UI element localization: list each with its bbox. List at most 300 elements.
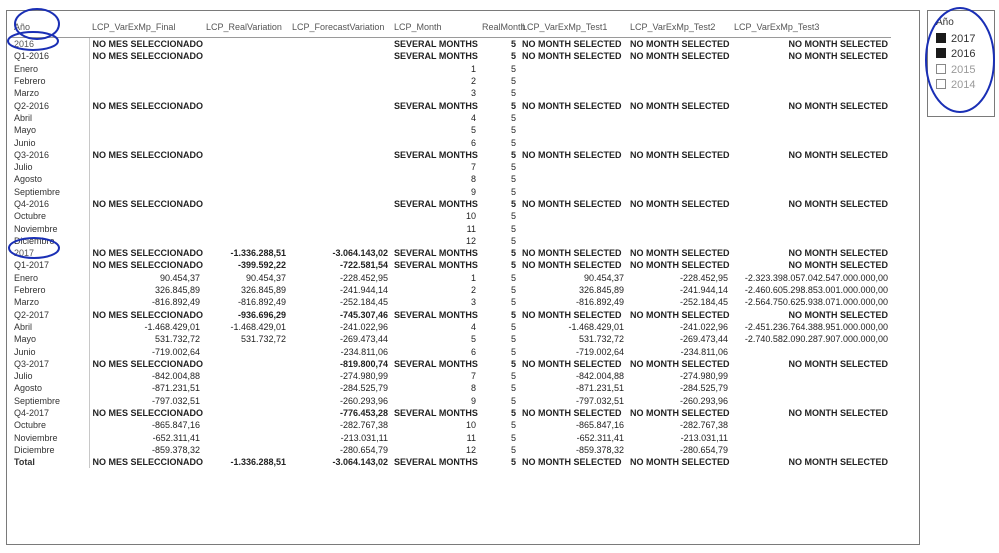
table-cell xyxy=(731,235,891,247)
table-row[interactable] xyxy=(11,432,891,444)
table-cell: 531.732,72 xyxy=(240,334,286,345)
table-cell xyxy=(289,99,391,111)
table-cell: 531.732,72 xyxy=(578,334,624,345)
row-header[interactable]: Febrero xyxy=(11,284,89,296)
table-cell: -859.378,32 xyxy=(151,444,200,455)
table-cell xyxy=(289,75,391,87)
table-cell xyxy=(289,161,391,173)
table-cell: NO MONTH SELECTED xyxy=(630,248,730,259)
table-row[interactable] xyxy=(11,370,891,382)
table-cell xyxy=(289,50,391,62)
table-cell: 5 xyxy=(510,248,516,259)
table-row[interactable] xyxy=(11,296,891,308)
table-cell: -819.800,74 xyxy=(339,358,388,369)
table-cell xyxy=(203,370,289,382)
table-cell: 5 xyxy=(510,125,516,136)
table-cell: 326.845,89 xyxy=(578,285,624,296)
table-cell xyxy=(203,186,289,198)
table-row[interactable] xyxy=(11,358,891,370)
row-header[interactable]: Julio xyxy=(11,370,89,382)
row-header[interactable]: Junio xyxy=(11,136,89,148)
row-header[interactable]: Febrero xyxy=(11,75,89,87)
matrix-visual xyxy=(6,10,920,545)
table-cell xyxy=(89,112,203,124)
column-header[interactable]: LCP_VarExMp_Final xyxy=(89,17,203,38)
table-cell xyxy=(519,235,627,247)
table-cell: NO MONTH SELECTED xyxy=(522,408,622,419)
table-cell: 90.454,37 xyxy=(583,272,624,283)
row-header[interactable]: Junio xyxy=(11,345,89,357)
slicer-item-2015[interactable] xyxy=(936,64,975,76)
table-cell xyxy=(89,87,203,99)
column-header-row xyxy=(11,17,891,38)
table-cell xyxy=(731,161,891,173)
row-header[interactable]: Enero xyxy=(11,63,89,75)
table-cell xyxy=(731,382,891,394)
total-row[interactable] xyxy=(11,456,891,468)
table-cell: -871.231,51 xyxy=(575,383,624,394)
checkbox-icon[interactable] xyxy=(936,79,946,89)
table-cell: 11 xyxy=(466,432,476,443)
table-cell: -842.004,88 xyxy=(151,371,200,382)
slicer-item-label: 2016 xyxy=(951,48,976,60)
table-cell: NO MONTH SELECTED xyxy=(788,260,888,271)
table-cell xyxy=(89,75,203,87)
row-header[interactable]: Q4-2017 xyxy=(11,407,89,419)
table-cell: 5 xyxy=(510,235,516,246)
table-cell: NO MONTH SELECTED xyxy=(522,260,622,271)
table-cell xyxy=(203,210,289,222)
table-row[interactable] xyxy=(11,198,891,210)
table-cell: NO MONTH SELECTED xyxy=(630,260,730,271)
table-cell: -816.892,49 xyxy=(575,297,624,308)
table-cell xyxy=(203,75,289,87)
table-cell xyxy=(731,210,891,222)
table-row[interactable] xyxy=(11,247,891,259)
row-header[interactable]: Diciembre xyxy=(11,444,89,456)
table-cell xyxy=(519,186,627,198)
table-cell: -816.892,49 xyxy=(237,297,286,308)
table-cell: 531.732,72 xyxy=(154,334,200,345)
table-cell: -280.654,79 xyxy=(679,444,728,455)
row-header[interactable]: Abril xyxy=(11,321,89,333)
row-header[interactable]: Q3-2017 xyxy=(11,358,89,370)
checkbox-icon[interactable] xyxy=(936,64,946,74)
table-row[interactable] xyxy=(11,333,891,345)
row-header[interactable]: Septiembre xyxy=(11,395,89,407)
table-row[interactable] xyxy=(11,210,891,222)
table-cell xyxy=(89,136,203,148)
table-cell xyxy=(731,345,891,357)
table-cell: NO MES SELECCIONADO xyxy=(92,39,204,50)
table-row[interactable] xyxy=(11,38,891,51)
table-cell: -1.468.429,01 xyxy=(144,321,200,332)
table-row[interactable] xyxy=(11,382,891,394)
table-cell: -284.525,79 xyxy=(679,383,728,394)
table-cell xyxy=(519,161,627,173)
row-header[interactable]: 2016 xyxy=(11,38,89,51)
table-cell: 5 xyxy=(510,100,516,111)
table-row[interactable] xyxy=(11,149,891,161)
row-header[interactable]: Total xyxy=(11,456,89,468)
table-cell: -234.811,06 xyxy=(680,346,728,357)
table-cell: 4 xyxy=(470,321,476,332)
table-cell: 5 xyxy=(510,223,516,234)
table-cell: 5 xyxy=(470,125,476,136)
table-cell: 5 xyxy=(510,346,516,357)
table-cell: -3.064.143,02 xyxy=(332,248,388,259)
row-header[interactable]: Q3-2016 xyxy=(11,149,89,161)
table-cell xyxy=(203,38,289,51)
table-cell xyxy=(289,38,391,51)
table-cell xyxy=(519,136,627,148)
table-cell xyxy=(203,444,289,456)
table-cell xyxy=(203,432,289,444)
table-cell: 5 xyxy=(510,186,516,197)
table-cell xyxy=(203,99,289,111)
table-cell xyxy=(627,87,731,99)
table-cell: NO MES SELECCIONADO xyxy=(92,199,204,209)
row-header[interactable]: Diciembre xyxy=(11,235,89,247)
row-header[interactable]: Enero xyxy=(11,272,89,284)
table-cell: -234.811,06 xyxy=(340,346,388,357)
column-header[interactable]: LCP_RealVariation xyxy=(203,17,289,38)
table-row[interactable] xyxy=(11,345,891,357)
table-cell xyxy=(289,63,391,75)
table-cell: NO MONTH SELECTED xyxy=(630,457,730,468)
table-cell: -241.022,96 xyxy=(679,321,728,332)
table-row[interactable] xyxy=(11,321,891,333)
table-cell: -252.184,45 xyxy=(339,297,388,308)
table-cell: 5 xyxy=(510,383,516,394)
table-cell: NO MONTH SELECTED xyxy=(522,149,622,160)
slicer-item-2014[interactable] xyxy=(936,79,975,91)
row-header[interactable]: Agosto xyxy=(11,173,89,185)
table-cell xyxy=(203,222,289,234)
table-cell: SEVERAL MONTHS xyxy=(394,457,478,468)
table-cell: 5 xyxy=(510,88,516,99)
table-row[interactable] xyxy=(11,136,891,148)
table-cell xyxy=(519,75,627,87)
table-cell: 5 xyxy=(510,420,516,431)
table-cell xyxy=(627,75,731,87)
table-cell xyxy=(289,149,391,161)
row-header[interactable]: Julio xyxy=(11,161,89,173)
table-cell xyxy=(289,136,391,148)
table-cell: -797.032,51 xyxy=(151,395,200,406)
matrix-body xyxy=(11,38,891,469)
table-cell: -269.473,44 xyxy=(339,334,388,345)
row-header[interactable]: 2017 xyxy=(11,247,89,259)
table-cell: 6 xyxy=(470,137,476,148)
table-cell xyxy=(519,87,627,99)
table-row[interactable] xyxy=(11,419,891,431)
table-cell: 5 xyxy=(510,334,516,345)
table-cell xyxy=(289,173,391,185)
table-cell: -722.581,54 xyxy=(339,260,388,271)
table-cell: 5 xyxy=(510,112,516,123)
row-header[interactable]: Q1-2016 xyxy=(11,50,89,62)
table-cell xyxy=(289,210,391,222)
table-cell: 9 xyxy=(470,186,476,197)
row-header[interactable]: Septiembre xyxy=(11,186,89,198)
table-cell xyxy=(89,63,203,75)
table-cell: NO MES SELECCIONADO xyxy=(92,408,204,419)
table-cell: -719.002,64 xyxy=(575,346,624,357)
table-cell: -1.336.288,51 xyxy=(230,457,286,468)
table-cell: SEVERAL MONTHS xyxy=(394,149,478,160)
table-cell: 5 xyxy=(510,358,516,369)
table-cell: NO MONTH SELECTED xyxy=(522,309,622,320)
table-cell xyxy=(203,358,289,370)
table-cell: NO MONTH SELECTED xyxy=(630,149,730,160)
table-cell xyxy=(203,198,289,210)
table-cell: 6 xyxy=(470,346,476,357)
table-cell: 5 xyxy=(510,63,516,74)
row-header[interactable]: Q1-2017 xyxy=(11,259,89,271)
table-cell: 12 xyxy=(465,444,476,455)
slicer-item-label: 2015 xyxy=(951,64,976,76)
table-cell: 1 xyxy=(470,63,476,74)
row-header[interactable]: Agosto xyxy=(11,382,89,394)
table-cell: NO MONTH SELECTED xyxy=(522,51,622,62)
table-cell xyxy=(203,63,289,75)
table-cell xyxy=(731,370,891,382)
table-cell: 326.845,89 xyxy=(240,285,286,296)
table-cell: 5 xyxy=(510,432,516,443)
table-cell: 10 xyxy=(465,420,476,431)
table-cell: -274.980,99 xyxy=(339,371,388,382)
table-cell: NO MONTH SELECTED xyxy=(630,39,730,50)
table-cell xyxy=(731,444,891,456)
table-cell: 3 xyxy=(470,297,476,308)
table-cell: NO MES SELECCIONADO xyxy=(92,149,204,160)
table-cell: NO MONTH SELECTED xyxy=(788,358,888,369)
row-header[interactable]: Marzo xyxy=(11,87,89,99)
table-cell: SEVERAL MONTHS xyxy=(394,408,478,419)
slicer-item-label: 2017 xyxy=(951,33,976,45)
table-cell: NO MONTH SELECTED xyxy=(630,199,730,209)
table-cell: -2.564.750.625.938.071.000.000,00 xyxy=(744,297,888,308)
table-row[interactable] xyxy=(11,284,891,296)
table-cell: -859.378,32 xyxy=(575,444,624,455)
table-row[interactable] xyxy=(11,63,891,75)
table-cell xyxy=(203,149,289,161)
table-cell: -269.473,44 xyxy=(679,334,728,345)
table-cell: NO MONTH SELECTED xyxy=(522,39,622,50)
table-cell xyxy=(203,173,289,185)
table-cell: -652.311,41 xyxy=(152,432,200,443)
table-cell: -252.184,45 xyxy=(679,297,728,308)
table-cell xyxy=(731,63,891,75)
table-cell xyxy=(203,345,289,357)
column-header[interactable]: RealMonth xyxy=(479,17,519,38)
table-cell: NO MONTH SELECTED xyxy=(522,199,622,209)
table-cell xyxy=(731,432,891,444)
table-cell: NO MONTH SELECTED xyxy=(630,408,730,419)
table-cell: -2.323.398.057.042.547.000.000,00 xyxy=(744,272,888,283)
table-cell xyxy=(627,186,731,198)
table-cell xyxy=(731,395,891,407)
table-row[interactable] xyxy=(11,222,891,234)
table-cell: -282.767,38 xyxy=(679,420,728,431)
row-header[interactable]: Q4-2016 xyxy=(11,198,89,210)
table-row[interactable] xyxy=(11,173,891,185)
table-cell xyxy=(89,161,203,173)
table-cell xyxy=(89,235,203,247)
table-cell xyxy=(731,173,891,185)
table-cell: -399.592,22 xyxy=(237,260,286,271)
table-cell: 5 xyxy=(510,149,516,160)
table-cell xyxy=(289,235,391,247)
table-cell: -241.022,96 xyxy=(339,321,388,332)
table-cell: -776.453,28 xyxy=(339,408,388,419)
table-row[interactable] xyxy=(11,87,891,99)
table-row[interactable] xyxy=(11,407,891,419)
column-header[interactable]: LCP_VarExMp_Test2 xyxy=(627,17,731,38)
column-header[interactable]: LCP_VarExMp_Test3 xyxy=(731,17,891,38)
table-cell: NO MONTH SELECTED xyxy=(630,100,730,111)
table-cell: SEVERAL MONTHS xyxy=(394,309,478,320)
table-cell xyxy=(89,173,203,185)
table-cell xyxy=(289,222,391,234)
table-row[interactable] xyxy=(11,124,891,136)
table-row[interactable] xyxy=(11,259,891,271)
table-cell: -274.980,99 xyxy=(679,371,728,382)
table-cell: 5 xyxy=(510,285,516,296)
slicer-item-2016[interactable] xyxy=(936,48,975,60)
table-cell: NO MONTH SELECTED xyxy=(788,248,888,259)
table-cell: -871.231,51 xyxy=(151,383,200,394)
table-cell: -280.654,79 xyxy=(339,444,388,455)
table-cell: NO MONTH SELECTED xyxy=(522,358,622,369)
column-header[interactable]: LCP_ForecastVariation xyxy=(289,17,391,38)
table-cell: SEVERAL MONTHS xyxy=(394,248,478,259)
row-header[interactable]: Q2-2017 xyxy=(11,309,89,321)
table-cell: 5 xyxy=(510,371,516,382)
table-cell: SEVERAL MONTHS xyxy=(394,51,478,62)
table-cell: -213.031,11 xyxy=(680,432,728,443)
table-cell: 5 xyxy=(510,51,516,62)
row-header[interactable]: Mayo xyxy=(11,333,89,345)
slicer-item-2017[interactable] xyxy=(936,33,975,45)
slicer-title: Año xyxy=(936,17,954,28)
table-row[interactable] xyxy=(11,186,891,198)
table-cell: NO MES SELECCIONADO xyxy=(92,260,204,271)
table-row[interactable] xyxy=(11,395,891,407)
table-cell: -3.064.143,02 xyxy=(332,457,388,468)
table-cell xyxy=(89,186,203,198)
table-row[interactable] xyxy=(11,99,891,111)
row-header[interactable]: Q2-2016 xyxy=(11,99,89,111)
table-row[interactable] xyxy=(11,112,891,124)
checkbox-icon[interactable] xyxy=(936,33,946,43)
table-cell: 5 xyxy=(510,137,516,148)
row-header[interactable]: Octubre xyxy=(11,210,89,222)
table-cell: 326.845,89 xyxy=(154,285,200,296)
column-header[interactable]: LCP_VarExMp_Test1 xyxy=(519,17,627,38)
table-row[interactable] xyxy=(11,272,891,284)
table-cell: 5 xyxy=(510,199,516,209)
table-cell xyxy=(203,235,289,247)
table-cell: -2.740.582.090.287.907.000.000,00 xyxy=(744,334,888,345)
table-cell: SEVERAL MONTHS xyxy=(394,260,478,271)
table-cell xyxy=(203,395,289,407)
table-cell: 2 xyxy=(470,285,476,296)
table-cell: -241.944,14 xyxy=(679,285,728,296)
table-cell xyxy=(731,124,891,136)
table-cell: SEVERAL MONTHS xyxy=(394,199,478,209)
table-cell: 2 xyxy=(470,76,476,87)
table-cell: 1 xyxy=(470,272,476,283)
column-header[interactable]: Año xyxy=(11,17,89,38)
table-cell xyxy=(627,136,731,148)
table-cell: 5 xyxy=(510,444,516,455)
table-cell: NO MONTH SELECTED xyxy=(788,457,888,468)
table-row[interactable] xyxy=(11,50,891,62)
table-cell xyxy=(627,124,731,136)
table-row[interactable] xyxy=(11,309,891,321)
table-cell: 9 xyxy=(470,395,476,406)
table-cell: 5 xyxy=(510,211,516,222)
table-cell: NO MONTH SELECTED xyxy=(630,51,730,62)
row-header[interactable]: Octubre xyxy=(11,419,89,431)
table-cell: NO MES SELECCIONADO xyxy=(92,51,204,62)
table-cell: -797.032,51 xyxy=(575,395,624,406)
table-cell: NO MES SELECCIONADO xyxy=(92,100,204,111)
table-cell: NO MONTH SELECTED xyxy=(788,51,888,62)
column-header[interactable]: LCP_Month xyxy=(391,17,479,38)
table-row[interactable] xyxy=(11,75,891,87)
table-cell xyxy=(731,112,891,124)
table-cell: -842.004,88 xyxy=(575,371,624,382)
table-cell: 90.454,37 xyxy=(245,272,286,283)
table-cell xyxy=(627,210,731,222)
table-cell: 8 xyxy=(470,383,476,394)
table-cell xyxy=(627,235,731,247)
table-cell xyxy=(731,75,891,87)
table-row[interactable] xyxy=(11,235,891,247)
table-cell: 3 xyxy=(470,88,476,99)
table-cell xyxy=(731,87,891,99)
table-row[interactable] xyxy=(11,444,891,456)
table-cell: -241.944,14 xyxy=(339,285,388,296)
table-cell: 5 xyxy=(510,76,516,87)
row-header[interactable]: Abril xyxy=(11,112,89,124)
table-cell xyxy=(519,124,627,136)
row-header[interactable]: Noviembre xyxy=(11,222,89,234)
table-cell: NO MONTH SELECTED xyxy=(630,358,730,369)
row-header[interactable]: Mayo xyxy=(11,124,89,136)
table-cell: 10 xyxy=(465,211,476,222)
table-row[interactable] xyxy=(11,161,891,173)
row-header[interactable]: Noviembre xyxy=(11,432,89,444)
table-cell: -1.468.429,01 xyxy=(568,321,624,332)
table-cell: 11 xyxy=(466,223,476,234)
table-cell: -745.307,46 xyxy=(339,309,388,320)
table-cell: 7 xyxy=(470,162,476,173)
table-cell: -228.452,95 xyxy=(339,272,388,283)
table-cell xyxy=(627,161,731,173)
row-header[interactable]: Marzo xyxy=(11,296,89,308)
table-cell: -282.767,38 xyxy=(339,420,388,431)
table-cell xyxy=(731,186,891,198)
table-cell: NO MONTH SELECTED xyxy=(788,408,888,419)
table-cell: -2.451.236.764.388.951.000.000,00 xyxy=(744,321,888,332)
table-cell xyxy=(203,136,289,148)
table-cell: 5 xyxy=(510,309,516,320)
checkbox-icon[interactable] xyxy=(936,48,946,58)
